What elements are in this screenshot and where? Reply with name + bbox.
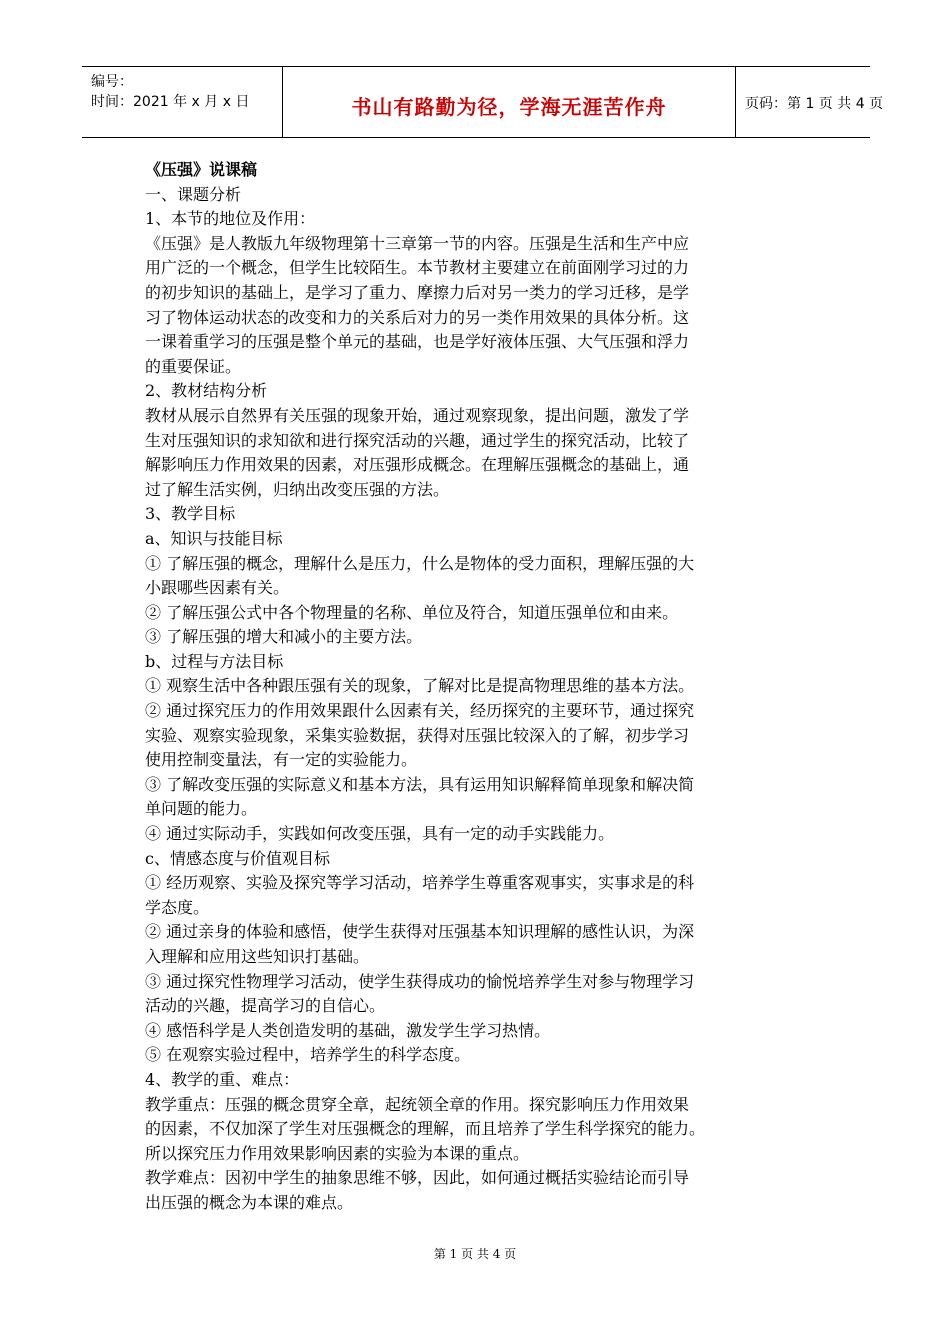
text-line: 小跟哪些因素有关。 <box>145 578 290 598</box>
text-line: ① 了解压强的概念，理解什么是压力，什么是物体的受力面积，理解压强的大 <box>145 553 695 573</box>
text-line: ① 经历观察、实验及探究等学习活动，培养学生尊重客观事实，实事求是的科 <box>145 873 695 893</box>
page-info: 页码：第 1 页 共 4 页 <box>745 96 884 112</box>
text-line: ③ 了解改变压强的实际意义和基本方法，具有运用知识解释简单现象和解决简 <box>145 774 695 794</box>
text-line: 使用控制变量法，有一定的实验能力。 <box>145 750 418 770</box>
text-line: 所以探究压力作用效果影响因素的实验为本课的重点。 <box>145 1143 530 1163</box>
text-line: 入理解和应用这些知识打基础。 <box>145 947 370 966</box>
text-line: 的重要保证。 <box>145 356 242 376</box>
motto: 书山有路勤为径，学海无涯苦作舟 <box>351 95 667 119</box>
number-label: 编号： <box>91 74 133 90</box>
text-line: 习了物体运动状态的改变和力的关系后对力的另一类作用效果的具体分析。这 <box>145 307 690 327</box>
text-line: 《压强》是人教版九年级物理第十三章第一节的内容。压强是生活和生产中应 <box>145 233 690 253</box>
text-line: c、情感态度与价值观目标 <box>145 848 330 868</box>
document-body <box>145 158 815 1216</box>
text-line: 出压强的概念为本课的难点。 <box>145 1192 354 1212</box>
text-line: ⑤ 在观察实验过程中，培养学生的科学态度。 <box>145 1045 471 1065</box>
header-motto-cell <box>282 67 736 137</box>
text-line: ② 了解压强公式中各个物理量的名称、单位及符合，知道压强单位和由来。 <box>145 602 679 622</box>
text-line: 学态度。 <box>145 897 210 917</box>
text-line: ③ 通过探究性物理学习活动，使学生获得成功的愉悦培养学生对参与物理学习 <box>145 971 695 991</box>
document-text <box>145 183 815 1216</box>
text-line: b、过程与方法目标 <box>145 651 284 671</box>
text-line: 过了解生活实例，归纳出改变压强的方法。 <box>145 479 450 499</box>
text-line: 解影响压力作用效果的因素，对压强形成概念。在理解压强概念的基础上，通 <box>145 455 690 475</box>
text-line: 活动的兴趣，提高学习的自信心。 <box>145 996 386 1016</box>
text-line: ③ 了解压强的增大和减小的主要方法。 <box>145 627 423 647</box>
text-line: 单问题的能力。 <box>145 799 258 819</box>
text-line: ② 通过亲身的体验和感悟，使学生获得对压强基本知识理解的感性认识，为深 <box>145 922 695 942</box>
text-line: ④ 感悟科学是人类创造发明的基础，激发学生学习热情。 <box>145 1020 551 1040</box>
text-line: 生对压强知识的求知欲和进行探究活动的兴趣，通过学生的探究活动，比较了 <box>145 430 690 450</box>
text-line: 一课着重学习的压强是整个单元的基础，也是学好液体压强、大气压强和浮力 <box>145 332 690 352</box>
text-line: 教材从展示自然界有关压强的现象开始，通过观察现象，提出问题，激发了学 <box>145 405 690 425</box>
text-line: 的因素，不仅加深了学生对压强概念的理解，而且培养了学生科学探究的能力。 <box>145 1119 706 1139</box>
time-label: 时间：2021 年 x 月 x 日 <box>91 94 250 110</box>
text-line: 实验、观察实验现象，采集实验数据，获得对压强比较深入的了解，初步学习 <box>145 725 690 745</box>
text-line: 的初步知识的基础上，是学习了重力、摩擦力后对另一类力的学习迁移，是学 <box>145 282 690 302</box>
text-line: ② 通过探究压力的作用效果跟什么因素有关，经历探究的主要环节，通过探究 <box>145 701 695 721</box>
page-footer: 第 1 页 共 4 页 <box>433 1247 517 1261</box>
text-line: 3、教学目标 <box>145 504 236 524</box>
text-line: 教学难点：因初中学生的抽象思维不够，因此，如何通过概括实验结论而引导 <box>145 1168 690 1188</box>
text-line: a、知识与技能目标 <box>145 528 283 548</box>
text-line: 1、本节的地位及作用： <box>145 209 316 229</box>
text-line: ④ 通过实际动手，实践如何改变压强，具有一定的动手实践能力。 <box>145 824 615 844</box>
text-line: 2、教材结构分析 <box>145 381 268 401</box>
text-line: 4、教学的重、难点： <box>145 1069 300 1089</box>
text-line: 用广泛的一个概念，但学生比较陌生。本节教材主要建立在前面刚学习过的力 <box>145 258 690 278</box>
header-page-cell <box>735 67 884 137</box>
document-header <box>82 66 884 138</box>
document-title: 《压强》说课稿 <box>145 160 258 179</box>
text-line: ① 观察生活中各种跟压强有关的现象，了解对比是提高物理思维的基本方法。 <box>145 676 695 696</box>
text-line: 教学重点：压强的概念贯穿全章，起统领全章的作用。探究影响压力作用效果 <box>145 1094 690 1114</box>
text-line: 一、课题分析 <box>145 184 242 204</box>
header-meta-cell <box>82 67 282 137</box>
